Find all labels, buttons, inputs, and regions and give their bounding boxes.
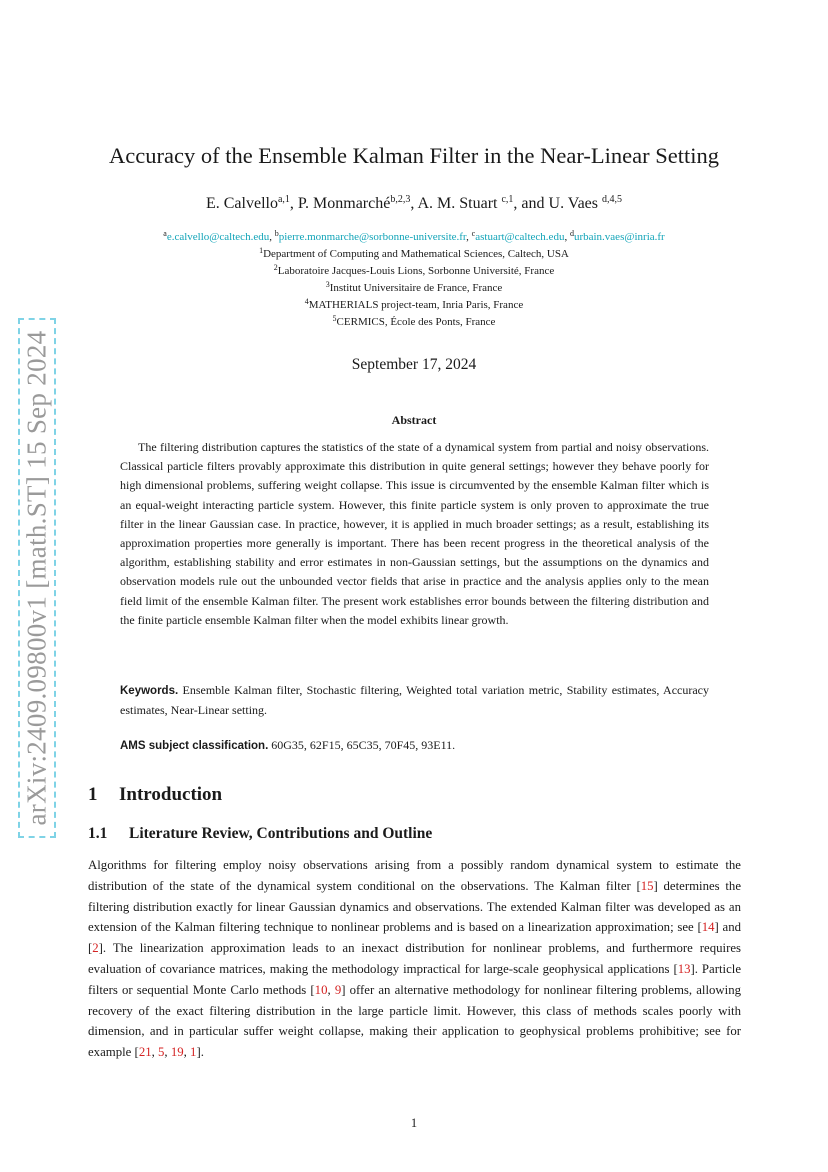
citation-link[interactable]: 14 [701, 920, 715, 935]
body-text: Algorithms for filtering employ noisy observations arising from a possibly random dynamical system to estimate the distribution of the state of the dynamical system conditional on the observations. The Kalman filter [ [88, 858, 741, 893]
body-text: , [164, 1045, 171, 1060]
affiliation [0, 263, 828, 280]
body-text: ]. Particle filters or sequential Monte Carlo methods [ [88, 961, 742, 997]
body-text: , [151, 1045, 159, 1060]
paper-date: September 17, 2024 [351, 356, 477, 373]
affiliation [0, 246, 828, 263]
affiliation-sup: 3 [325, 280, 330, 289]
affiliation-sup: 2 [273, 263, 278, 272]
citation-link[interactable]: 10 [314, 982, 328, 997]
email-separator: , [466, 231, 472, 243]
arxiv-stamp-box [18, 318, 56, 838]
body-text: , [327, 982, 335, 997]
email-link[interactable]: urbain.vaes@inria.fr [573, 231, 665, 243]
affiliation-sup: 5 [332, 314, 337, 323]
author-list [0, 195, 828, 213]
body-text: ] determines the filtering distribution exactly for linear Gaussian dynamics and observations. The extended Kalman filter was developed as an extension of the Kalman filtering technique to nonlinear problems and is based on a linearization approximation; see [ [88, 878, 742, 935]
ams-classification [120, 738, 709, 753]
author-separator: , [410, 195, 418, 212]
citation-link[interactable]: 19 [170, 1045, 184, 1060]
page-number: 1 [410, 1116, 418, 1130]
citation-link[interactable]: 15 [640, 878, 654, 893]
affiliation [0, 280, 828, 297]
abstract-text: The filtering distribution captures the statistics of the state of a dynamical system from partial and noisy observations. Classical particle filters provably approximate this distribution in quite general settings; however they behave poorly for high dimensional problems, suffering weight collapse. This issue is circumvented by the ensemble Kalman filter which is an equal-weight interacting particle system. However, this finite particle system is only proven to approximate the true filter in the linear Gaussian case. In practice, however, it is applied in much broader settings; as a result, establishing its approximation properties more generally is important. There has been recent progress in the theoretical analysis of the algorithm, establishing stability and error estimates in non-Gaussian settings, but the assumptions on the dynamics and observation models rule out the unbounded vector fields that arise in practice and the analysis applies only to the mean field limit of the ensemble Kalman filter. The present work establishes error bounds between the filtering distribution and the finite particle ensemble Kalman filter when the model exhibits linear growth. [120, 440, 709, 627]
ams-label: AMS subject classification. [120, 740, 269, 752]
email-list [0, 231, 828, 243]
citation-link[interactable]: 9 [334, 982, 342, 997]
author-sup: b,2,3 [390, 194, 411, 205]
affiliation [0, 297, 828, 314]
body-text: ] offer an alternative methodology for nonlinear filtering problems, allowing recovery of the exact filtering distribution in the large particle limit. However, this class of methods scales poorly with dimension, and in particular suffer weight collapse, making their application to geophysical problems prohibitive; see for example [ [88, 982, 742, 1060]
author-separator: , and [513, 195, 549, 212]
affiliation-list [0, 246, 828, 331]
subsection-title: Literature Review, Contributions and Outline [129, 825, 433, 842]
section-title: Introduction [119, 784, 223, 805]
subsection-number: 1.1 [88, 825, 108, 842]
affiliation-text: MATHERIALS project-team, Inria Paris, France [308, 299, 524, 311]
author-sup: c,1 [501, 194, 514, 205]
subsection-heading [88, 825, 432, 843]
body-text: ] and [ [88, 920, 741, 956]
email-sup: a [163, 229, 167, 238]
citation-link[interactable]: 1 [190, 1045, 197, 1060]
body-text: ]. [196, 1045, 204, 1060]
email-link[interactable]: astuart@caltech.edu [475, 231, 565, 243]
keywords-label: Keywords. [120, 685, 179, 697]
keywords [120, 681, 709, 720]
citation-link[interactable]: 21 [138, 1045, 152, 1060]
affiliation [0, 314, 828, 331]
paper-title: Accuracy of the Ensemble Kalman Filter in the Near-Linear Setting [109, 143, 719, 168]
citation-link[interactable]: 5 [158, 1045, 165, 1060]
author-name: A. M. Stuart [417, 195, 502, 212]
affiliation-sup: 4 [304, 297, 309, 306]
affiliation-text: Laboratoire Jacques-Louis Lions, Sorbonne Université, France [277, 265, 555, 277]
email-sup: b [274, 229, 279, 238]
affiliation-text: Institut Universitaire de France, France [329, 282, 503, 294]
email-link[interactable]: pierre.monmarche@sorbonne-universite.fr [278, 231, 467, 243]
ams-codes: 60G35, 62F15, 65C35, 70F45, 93E11. [271, 738, 456, 752]
body-text: , [183, 1045, 191, 1060]
citation-link[interactable]: 13 [677, 961, 691, 976]
affiliation-text: Department of Computing and Mathematical Sciences, Caltech, USA [263, 248, 569, 260]
affiliation-sup: 1 [259, 246, 264, 255]
affiliation-text: CERMICS, École des Ponts, France [336, 316, 496, 328]
author-separator: , [289, 195, 298, 212]
author-name: U. Vaes [548, 195, 603, 212]
intro-paragraph [88, 855, 741, 1063]
email-link[interactable]: e.calvello@caltech.edu [166, 231, 270, 243]
author-sup: d,4,5 [602, 194, 623, 205]
section-heading [88, 784, 222, 806]
author-sup: a,1 [277, 194, 290, 205]
body-text: ]. The linearization approximation leads to an inexact distribution for nonlinear problems, and furthermore requires evaluation of covariance matrices, making the methodology impractical for large-scale geophysical applications [ [88, 941, 741, 976]
citation-link[interactable]: 2 [92, 941, 99, 956]
author-name: E. Calvello [205, 195, 278, 212]
email-separator: , [564, 231, 570, 243]
author-name: P. Monmarché [297, 195, 391, 212]
arxiv-stamp[interactable]: arXiv:2409.09800v1 [math.ST] 15 Sep 2024 [21, 330, 52, 826]
keywords-text: Ensemble Kalman filter, Stochastic filtering, Weighted total variation metric, Stability estimates, Accuracy estimates, Near-Linear setting. [120, 683, 710, 718]
section-number: 1 [88, 784, 98, 805]
email-separator: , [269, 231, 275, 243]
email-sup: c [471, 229, 476, 238]
email-sup: d [569, 229, 574, 238]
abstract-heading: Abstract [391, 413, 437, 427]
